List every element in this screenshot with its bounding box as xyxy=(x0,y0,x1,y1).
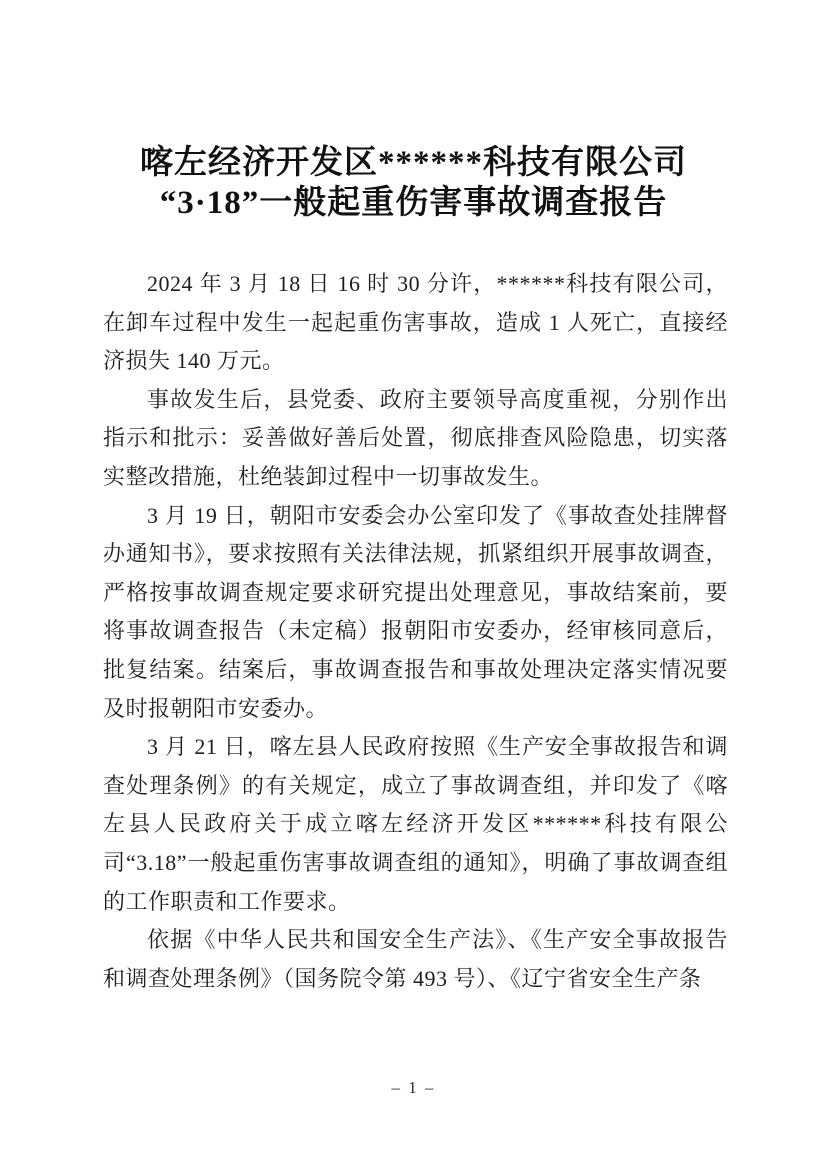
document-title-line-2: “3·18”一般起重伤害事故调查报告 xyxy=(159,185,668,221)
paragraph-leader-instructions: 事故发生后，县党委、政府主要领导高度重视，分别作出指示和批示：妥善做好善后处置，彻底排查风险隐患，切实落实整改措施，杜绝装卸过程中一切事故发生。 xyxy=(103,386,728,489)
document-title xyxy=(0,143,827,223)
document-body xyxy=(103,265,728,998)
page-number: – 1 – xyxy=(391,1078,436,1097)
document-title-line-1: 喀左经济开发区******科技有限公司 xyxy=(140,145,687,181)
paragraph-supervision-notice: 3 月 19 日，朝阳市安委会办公室印发了《事故查处挂牌督办通知书》，要求按照有关法律法规，抓紧组织开展事故调查，严格按事故调查规定要求研究提出处理意见，事故结案前，要将事故调查报告（未定稿）报朝阳市安委办，经审核同意后，批复结案。结案后，事故调查报告和事故处理决定落实情况要及时报朝阳市安委办。 xyxy=(103,502,728,721)
paragraph-investigation-team: 3 月 21 日，喀左县人民政府按照《生产安全事故报告和调查处理条例》的有关规定，成立了事故调查组，并印发了《喀左县人民政府关于成立喀左经济开发区******科技有限公司“3.18”一般起重伤害事故调查组的通知》，明确了事故调查组的工作职责和工作要求。 xyxy=(103,734,728,914)
paragraph-intro: 2024 年 3 月 18 日 16 时 30 分许，******科技有限公司，在卸车过程中发生一起起重伤害事故，造成 1 人死亡，直接经济损失 140 万元。 xyxy=(103,271,728,374)
paragraph-legal-basis: 依据《中华人民共和国安全生产法》、《生产安全事故报告和调查处理条例》（国务院令第 493 号）、《辽宁省安全生产条 xyxy=(103,927,728,991)
